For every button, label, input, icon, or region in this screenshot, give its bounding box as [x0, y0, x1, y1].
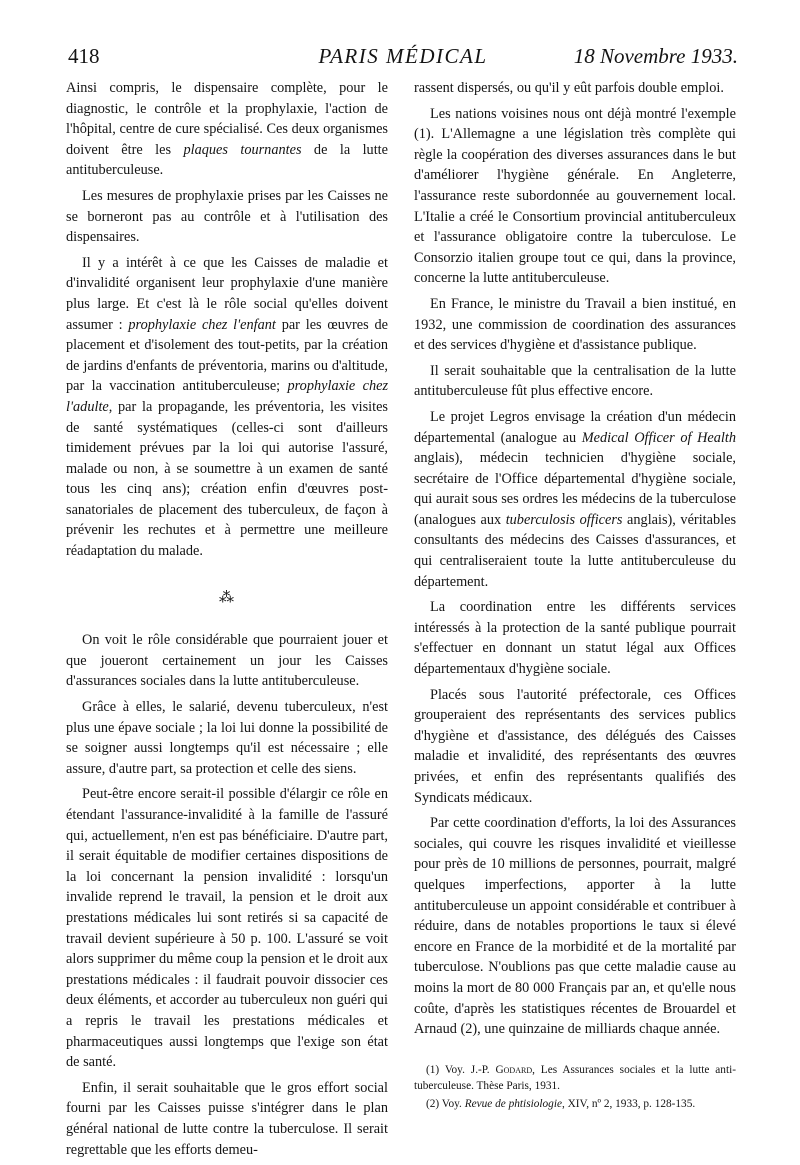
paragraph: Peut-être encore serait-il possible d'élargir ce rôle en étendant l'assurance-invalidité à la famille de l'assuré qui, actuellement, n'en est pas bénéficiaire. D'autre part, il serait équitable de modifier certaines dispositions de la loi concernant la pension invalidité : lorsqu'un invalide reprend le travail, la pension et le droit aux prestations médicales lui sont retirés si sa capacité de travail devient supérieure à 50 p. 100. L'assuré se voit alors supprimer du même coup la pension et le droit aux prestations médicales : il faudrait pouvoir dissocier ces deux éléments, et accorder au tuberculeux non guéri qui a repris le travail les prestations médicales et pharmaceutiques aussi longtemps que l'exige son état de santé.	[66, 786, 388, 1071]
paragraph: Les mesures de prophylaxie prises par les Caisses ne se borneront pas au contrôle et à l'utilisation des dispensaires.	[66, 187, 388, 246]
paragraph: Par cette coordination d'efforts, la loi des Assurances sociales, qui couvre les risques invalidité et vieillesse pour près de 10 millions de personnes, pourrait, malgré quelques imperfections, apporter à la lutte antituberculeuse un appoint considérable et contribuer à réduire, dans de notables proportions le taux si élevé encore en France de la morbidité et de la mortalité par tuberculose. N'oublions pas que cette maladie cause au moins la mort de 80 000 Français par an, et qu'elle nous coûte, d'après les statistiques récentes de Brouardel et Arnaud (2), une quinzaine de milliards chaque année.	[414, 815, 736, 1038]
paragraph: La coordination entre les différents services intéressés à la protection de la santé publique pourrait s'effectuer en donnant un statut légal aux Offices départementaux d'hygiène sociale.	[414, 599, 736, 678]
footnotes	[414, 1062, 736, 1112]
paragraph: rassent dispersés, ou qu'il y eût parfois double emploi.	[414, 80, 724, 96]
page-number: 418	[68, 44, 100, 68]
journal-title: PARIS MÉDICAL	[318, 44, 488, 68]
page-header	[68, 44, 738, 72]
paragraph: Il serait souhaitable que la centralisation de la lutte antituberculeuse fût plus effective encore.	[414, 362, 736, 400]
footnote-2: (2) Voy. Revue de phtisiologie, XIV, nº 2, 1933, p. 128-135.	[426, 1097, 696, 1110]
paragraph: En France, le ministre du Travail a bien institué, en 1932, une commission de coordination des assurances et des services d'hygiène et d'assistance publique.	[414, 295, 736, 354]
paragraph: Il y a intérêt à ce que les Caisses de maladie et d'invalidité organisent leur prophylaxie d'une manière plus large. Et c'est là le rôle social qu'elles doivent assumer : prophylaxie chez l'enfant par les œuvres de placement et d'isolement des tout-petits, par la création de jardins d'enfants de préventoria, marins ou d'altitude, par la vaccination antituberculeuse; prophylaxie chez l'adulte, par la propagande, les préventoria, les visites de santé systématiques (celles-ci sont d'ailleurs timidement prévues par la loi qui autorise l'assuré, malade ou non, à se soumettre à un examen de santé tous les cinq ans); création enfin d'œuvres post-sanatoriales de placement des tuberculeux, de façon à prévenir les rechutes et à permettre une meilleure réadaptation du malade.	[66, 254, 389, 560]
paragraph: On voit le rôle considérable que pourraient jouer et que joueront certainement un jour les Caisses d'assurances sociales dans la lutte antituberculeuse.	[66, 632, 388, 690]
section-separator: ⁂	[219, 589, 235, 606]
paragraph: Placés sous l'autorité préfectorale, ces Offices grouperaient des représentants des services publics d'hygiène et d'assistance, des délégués des Caisses maladie et invalidité, des représentants des œuvres privées, et enfin des représentants qualifiés des Syndicats médicaux.	[414, 686, 736, 806]
paragraph: Enfin, il serait souhaitable que le gros effort social fourni par les Caisses puisse s'intégrer dans le plan général national de lutte contre la tuberculose. Il serait regrettable que les efforts demeu-	[66, 1079, 388, 1158]
issue-date: 18 Novembre 1933.	[573, 44, 738, 68]
paragraph: Ainsi compris, le dispensaire complète, pour le diagnostic, le contrôle et la prophylaxie, l'action de l'hôpital, centre de cure spécialisé. Ces deux organismes doivent être les plaques tournantes de la lutte antituberculeuse.	[66, 80, 388, 179]
paragraph: Le projet Legros envisage la création d'un médecin départemental (analogue au Medical Officer of Health anglais), médecin technicien d'hygiène sociale, secrétaire de l'Office départemental d'hygiène sociale, qui aurait sous ses ordres les médecins de la tuberculose (analogues aux tuberculosis officers anglais), véritables consultants des médecins des Caisses d'assurances, et qui centraliseraient toute la lutte antituberculeuse du département.	[414, 408, 737, 590]
footnote-1: (1) Voy. J.-P. Godard, Les Assurances sociales et la lutte anti-tuberculeuse. Thèse Paris, 1931.	[414, 1063, 736, 1092]
left-column	[66, 78, 388, 1165]
paragraph: Les nations voisines nous ont déjà montré l'exemple (1). L'Allemagne a une législation très complète qui règle la coopération des diverses assurances dans le but d'améliorer l'hygiène générale. En Angleterre, l'assurance reste subordonnée au gouvernement local. L'Italie a créé le Consortium provincial antituberculeux et l'assurance obligatoire contre la tuberculose. Le Consorzio italien groupe tout ce qui, dans la province, concerne la lutte antituberculeuse.	[414, 105, 736, 287]
right-column	[414, 78, 736, 1114]
paragraph: Grâce à elles, le salarié, devenu tuberculeux, n'est plus une épave sociale ; la loi lui donne la possibilité de se soigner aussi longtemps qu'il est nécessaire ; elle assure, d'autre part, sa protection et celle des siens.	[66, 699, 388, 777]
